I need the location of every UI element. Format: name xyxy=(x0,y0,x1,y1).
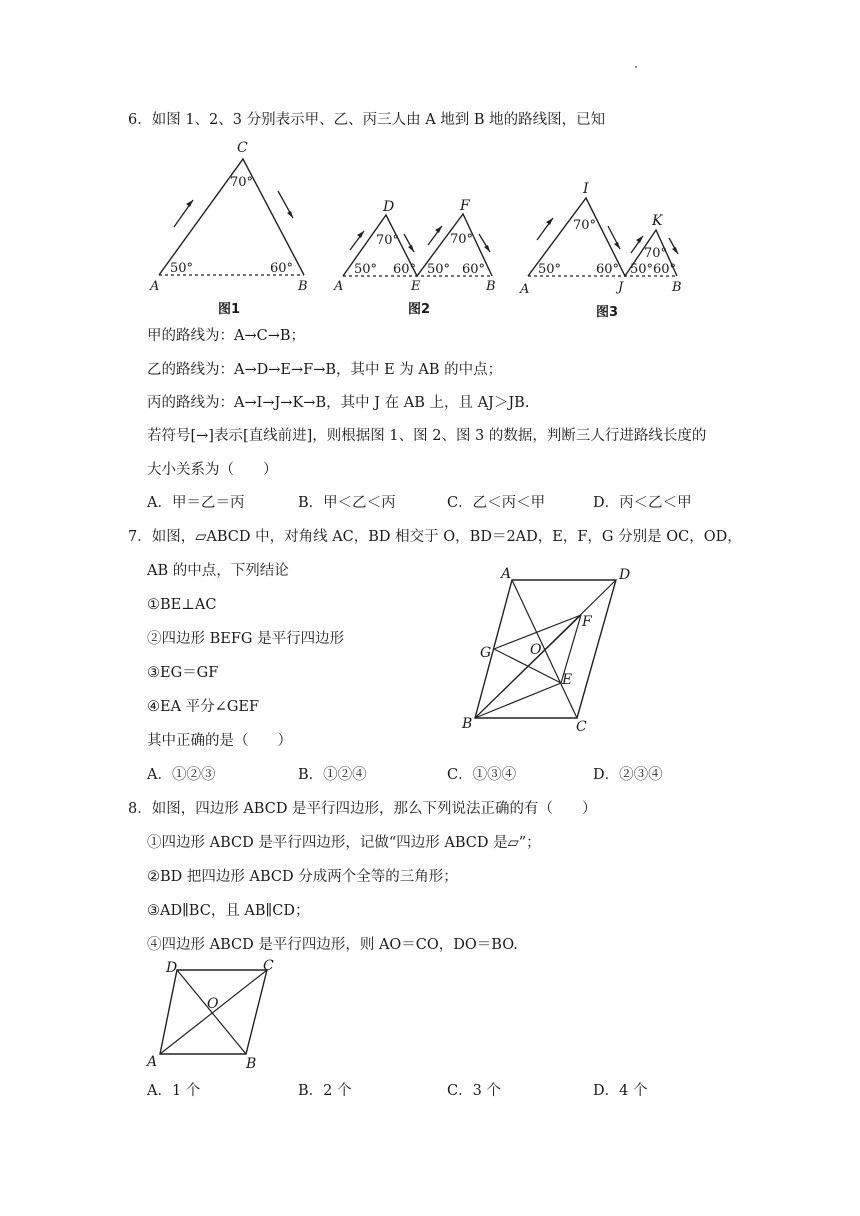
q7-conclusion-2: ②四边形 BEFG 是平行四边形 xyxy=(147,631,345,647)
fig1-angle-left: 50° xyxy=(170,261,194,276)
fig3-angle-i: 70° xyxy=(573,218,597,233)
fig2-label-f: F xyxy=(460,198,470,214)
q8-label-d: D xyxy=(166,960,178,976)
q7-stem-line1: 7．如图，▱ABCD 中，对角线 AC，BD 相交于 O，BD＝2AD，E，F，G 分别是 OC，OD， xyxy=(128,529,742,545)
q8-statement-3: ③AD∥BC，且 AB∥CD； xyxy=(147,903,310,919)
fig1-label-a: A xyxy=(150,279,160,294)
fig3-label-b: B xyxy=(672,280,682,295)
q7-option-d[interactable]: D．②③④ xyxy=(593,767,663,783)
q7-label-c: C xyxy=(576,719,587,735)
fig3-angle-j-left: 60° xyxy=(596,262,620,277)
fig3-label-a: A xyxy=(520,282,530,297)
q6-option-c[interactable]: C．乙＜丙＜甲 xyxy=(447,495,546,511)
q8-option-b[interactable]: B．2 个 xyxy=(298,1083,352,1099)
q6-route-yi: 乙的路线为：A→D→E→F→B，其中 E 为 AB 的中点； xyxy=(147,362,503,378)
fig3-caption: 图3 xyxy=(596,305,619,320)
q7-conclusion-1: ①BE⊥AC xyxy=(147,597,217,613)
q7-label-d: D xyxy=(619,567,631,583)
fig2-angle-b: 60° xyxy=(462,262,486,277)
fig1-label-b: B xyxy=(298,279,308,294)
q6-stem: 6．如图 1、2、3 分别表示甲、乙、丙三人由 A 地到 B 地的路线图，已知 xyxy=(128,112,606,128)
q7-option-c[interactable]: C．①③④ xyxy=(447,767,517,783)
fig2-label-b: B xyxy=(486,279,496,294)
q8-option-a[interactable]: A．1 个 xyxy=(147,1083,201,1099)
fig3-angle-j-right: 50° xyxy=(630,262,654,277)
q8-label-c: C xyxy=(263,958,274,974)
fig3-label-i: I xyxy=(583,181,589,197)
fig3-angle-b: 60° xyxy=(653,262,677,277)
q7-label-o: O xyxy=(530,642,542,658)
q6-symbol-note: 若符号[→]表示[直线前进]，则根据图 1、图 2、图 3 的数据，判断三人行进路线长度的 xyxy=(147,428,707,444)
fig2-angle-e-right: 50° xyxy=(427,262,451,277)
fig2-label-e: E xyxy=(411,279,421,294)
q6-route-bing: 丙的路线为：A→I→J→K→B，其中 J 在 AB 上，且 AJ＞JB. xyxy=(147,395,530,411)
q8-label-a: A xyxy=(147,1054,158,1070)
q6-option-a[interactable]: A．甲＝乙＝丙 xyxy=(147,495,245,511)
fig1-angle-right: 60° xyxy=(270,261,294,276)
fig2-label-d: D xyxy=(383,199,395,215)
q8-option-d[interactable]: D．4 个 xyxy=(593,1083,648,1099)
q6-option-b[interactable]: B．甲＜乙＜丙 xyxy=(298,495,396,511)
fig2-label-a: A xyxy=(334,279,344,294)
q6-option-d[interactable]: D．丙＜乙＜甲 xyxy=(593,495,692,511)
q7-label-e: E xyxy=(562,672,573,688)
q8-stem: 8．如图，四边形 ABCD 是平行四边形，那么下列说法正确的有（ ） xyxy=(128,801,597,817)
q8-statement-4: ④四边形 ABCD 是平行四边形，则 AO＝CO，DO＝BO. xyxy=(147,937,518,953)
q7-label-b: B xyxy=(462,716,473,732)
fig3-label-j: J xyxy=(618,280,624,295)
q8-label-o: O xyxy=(207,996,219,1012)
q8-label-b: B xyxy=(246,1056,257,1072)
q6-route-jia: 甲的路线为：A→C→B； xyxy=(147,328,306,344)
q8-statement-2: ②BD 把四边形 ABCD 分成两个全等的三角形； xyxy=(147,869,458,885)
fig1-label-c: C xyxy=(237,140,248,156)
q6-question: 大小关系为（ ） xyxy=(147,462,278,478)
q7-question: 其中正确的是（ ） xyxy=(147,733,292,749)
fig2-angle-e-left: 60° xyxy=(393,262,417,277)
fig3-angle-a: 50° xyxy=(538,262,562,277)
q7-stem-line2: AB 的中点，下列结论 xyxy=(147,563,289,579)
q7-label-a: A xyxy=(501,566,512,582)
fig1-angle-top: 70° xyxy=(230,175,254,190)
q8-option-c[interactable]: C．3 个 xyxy=(447,1083,501,1099)
fig2-angle-a: 50° xyxy=(354,262,378,277)
fig3-angle-k: 70° xyxy=(644,246,668,261)
q8-statement-1: ①四边形 ABCD 是平行四边形，记做“四边形 ABCD 是▱”； xyxy=(147,835,541,851)
q7-option-b[interactable]: B．①②④ xyxy=(298,767,367,783)
fig2-angle-f: 70° xyxy=(450,232,474,247)
q7-label-f: F xyxy=(582,614,592,630)
q7-conclusion-4: ④EA 平分∠GEF xyxy=(147,699,260,715)
q7-conclusion-3: ③EG＝GF xyxy=(147,665,219,681)
fig3-label-k: K xyxy=(652,213,663,229)
fig2-caption: 图2 xyxy=(408,302,431,317)
q7-option-a[interactable]: A．①②③ xyxy=(147,767,216,783)
q7-label-g: G xyxy=(480,645,492,661)
fig1-caption: 图1 xyxy=(218,302,241,317)
fig2-angle-d: 70° xyxy=(376,233,400,248)
